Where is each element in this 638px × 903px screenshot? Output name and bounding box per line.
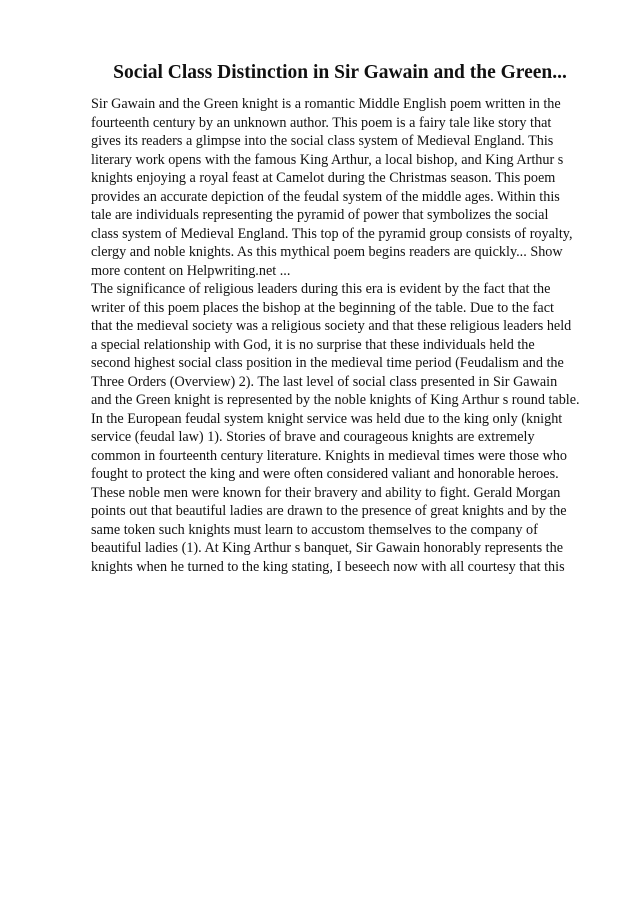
text-line: that the medieval society was a religious society and that these religious leaders held bbox=[91, 318, 572, 334]
document-body bbox=[91, 95, 611, 576]
text-line: In the European feudal system knight service was held due to the king only (knight bbox=[91, 410, 563, 427]
text-line: gives its readers a glimpse into the social class system of Medieval England. This bbox=[91, 133, 554, 149]
text-line: fought to protect the king and were often considered valiant and honorable heroes. bbox=[91, 466, 559, 482]
text-line: The significance of religious leaders during this era is evident by the fact that the bbox=[91, 281, 551, 297]
text-line: tale are individuals representing the pyramid of power that symbolizes the social bbox=[91, 207, 549, 223]
text-line: provides an accurate depiction of the feudal system of the middle ages. Within this bbox=[91, 188, 560, 205]
text-line: Three Orders (Overview) 2). The last level of social class presented in Sir Gawain bbox=[91, 373, 558, 390]
text-line: and the Green knight is represented by the noble knights of King Arthur s round table. bbox=[91, 392, 580, 408]
text-line: clergy and noble knights. As this mythical poem begins readers are quickly... Show bbox=[91, 244, 563, 260]
text-line: service (feudal law) 1). Stories of brave and courageous knights are extremely bbox=[91, 429, 535, 445]
text-line: Sir Gawain and the Green knight is a romantic Middle English poem written in the bbox=[91, 96, 561, 112]
text-line: These noble men were known for their bravery and ability to fight. Gerald Morgan bbox=[91, 484, 561, 501]
text-line: literary work opens with the famous King Arthur, a local bishop, and King Arthur s bbox=[91, 151, 564, 168]
document-title: Social Class Distinction in Sir Gawain and the Green... bbox=[113, 62, 567, 83]
text-line: common in fourteenth century literature. Knights in medieval times were those who bbox=[91, 447, 567, 464]
text-line: knights when he turned to the king stating, I beseech now with all courtesy that this bbox=[91, 558, 565, 575]
text-line: beautiful ladies (1). At King Arthur s banquet, Sir Gawain honorably represents the bbox=[91, 540, 564, 556]
text-line: fourteenth century by an unknown author. This poem is a fairy tale like story that bbox=[91, 114, 552, 131]
text-line: writer of this poem places the bishop at the beginning of the table. Due to the fact bbox=[91, 299, 554, 316]
text-line: same token such knights must learn to accustom themselves to the company of bbox=[91, 521, 538, 538]
text-line: class system of Medieval England. This top of the pyramid group consists of royalty, bbox=[91, 225, 573, 242]
text-line: points out that beautiful ladies are drawn to the presence of great knights and by the bbox=[91, 503, 567, 519]
text-line: second highest social class position in the medieval time period (Feudalism and the bbox=[91, 355, 564, 371]
text-line: a special relationship with God, it is no surprise that these individuals held the bbox=[91, 336, 535, 353]
text-line: more content on Helpwriting.net ... bbox=[91, 262, 291, 279]
text-line: knights enjoying a royal feast at Camelot during the Christmas season. This poem bbox=[91, 170, 556, 186]
